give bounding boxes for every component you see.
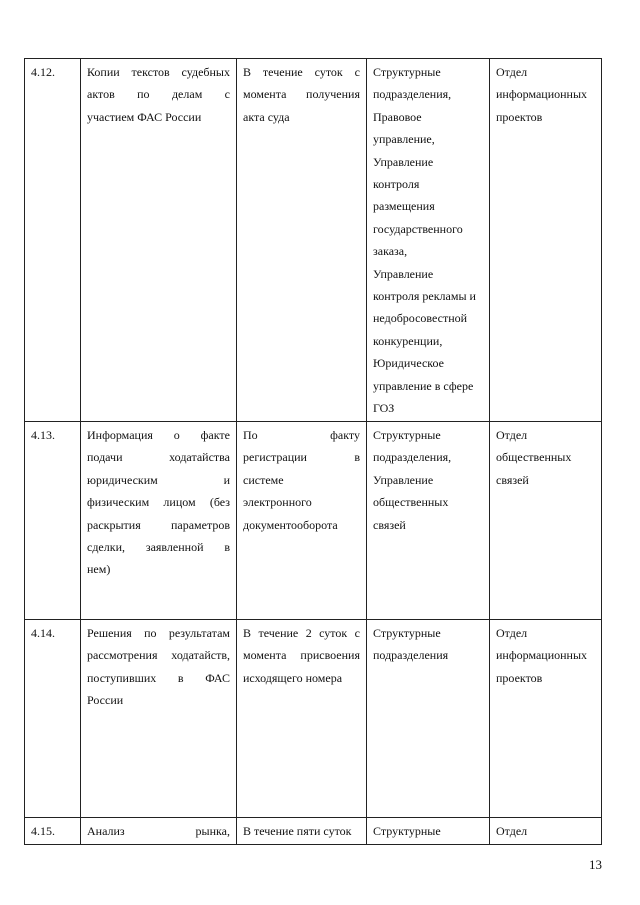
department-line: Отдел	[496, 824, 528, 838]
department-line: Отдел	[496, 65, 528, 79]
term-cell	[237, 620, 367, 818]
term-cell	[237, 818, 367, 845]
term-line: момента получения	[243, 87, 360, 102]
term-line: регистрации в	[243, 450, 360, 465]
responsible-line: размещения	[373, 199, 435, 214]
department-line: информационных	[496, 87, 588, 102]
department-cell	[490, 422, 602, 620]
responsible-line: связей	[373, 517, 406, 532]
responsible-line: управление в сфере	[373, 378, 474, 393]
term-line: В течение суток с	[243, 65, 360, 79]
row-number-cell	[25, 59, 81, 422]
responsible-cell	[367, 422, 490, 620]
term-cell	[237, 59, 367, 422]
table-row	[25, 818, 602, 845]
content-line: юридическим и	[87, 472, 230, 487]
responsible-line: Структурные	[373, 824, 441, 838]
responsible-line: Юридическое	[373, 356, 444, 371]
department-line: общественных	[496, 450, 572, 465]
responsible-cell	[367, 620, 490, 818]
responsible-cell	[367, 818, 490, 845]
content-line: раскрытия параметров	[87, 517, 230, 532]
term-cell	[237, 422, 367, 620]
responsible-line: Управление	[373, 266, 434, 281]
responsible-line: недобросовестной	[373, 311, 468, 326]
content-line: поступивших в ФАС	[87, 670, 230, 685]
responsible-line: подразделения,	[373, 450, 452, 465]
content-cell	[81, 620, 237, 818]
content-line: подачи ходатайства	[87, 450, 230, 465]
content-line: нем)	[87, 562, 111, 577]
content-line: актов по делам с	[87, 87, 230, 102]
term-line: акта суда	[243, 109, 290, 124]
term-line: В течение пяти суток	[243, 824, 352, 838]
content-line: физическим лицом (без	[87, 495, 230, 510]
responsible-line: заказа,	[373, 244, 408, 259]
table-row	[25, 422, 602, 620]
row-number-cell	[25, 422, 81, 620]
responsible-line: Структурные	[373, 626, 441, 640]
row-number: 4.13.	[31, 428, 55, 442]
term-line: момента присвоения	[243, 648, 360, 663]
responsible-line: Структурные	[373, 65, 441, 79]
department-line: проектов	[496, 109, 543, 124]
term-line: По факту	[243, 428, 360, 442]
term-line: документооборота	[243, 517, 338, 532]
term-line: В течение 2 суток с	[243, 626, 360, 640]
content-line: России	[87, 693, 124, 708]
content-line: рассмотрения ходатайств,	[87, 648, 230, 663]
responsible-line: подразделения	[373, 648, 449, 663]
content-cell	[81, 59, 237, 422]
term-line: системе	[243, 472, 284, 487]
table-row	[25, 620, 602, 818]
content-line: Информация о факте	[87, 428, 230, 442]
responsible-line: государственного	[373, 221, 463, 236]
responsible-cell	[367, 59, 490, 422]
responsible-line: конкуренции,	[373, 333, 443, 348]
department-line: Отдел	[496, 626, 528, 640]
department-line: информационных	[496, 648, 588, 663]
page-number: 13	[589, 857, 602, 872]
document-table	[24, 58, 602, 845]
department-line: связей	[496, 472, 529, 487]
department-line: проектов	[496, 670, 543, 685]
department-cell	[490, 59, 602, 422]
responsible-line: контроля рекламы и	[373, 289, 476, 304]
table-row	[25, 59, 602, 422]
term-line: исходящего номера	[243, 670, 343, 685]
responsible-line: общественных	[373, 495, 449, 510]
content-line: Копии текстов судебных	[87, 65, 230, 79]
content-cell	[81, 818, 237, 845]
responsible-line: Структурные	[373, 428, 441, 442]
row-number: 4.12.	[31, 65, 55, 79]
department-cell	[490, 818, 602, 845]
responsible-line: контроля	[373, 177, 420, 192]
row-number-cell	[25, 818, 81, 845]
row-number: 4.15.	[31, 824, 55, 838]
content-cell	[81, 422, 237, 620]
content-line: сделки, заявленной в	[87, 540, 230, 555]
content-line: участием ФАС России	[87, 109, 202, 124]
responsible-line: ГОЗ	[373, 401, 395, 416]
responsible-line: управление,	[373, 132, 435, 147]
responsible-line: Управление	[373, 472, 434, 487]
term-line: электронного	[243, 495, 312, 510]
content-line: Анализ рынка,	[87, 824, 230, 838]
responsible-line: подразделения,	[373, 87, 452, 102]
responsible-line: Управление	[373, 154, 434, 169]
content-line: Решения по результатам	[87, 626, 230, 640]
department-cell	[490, 620, 602, 818]
department-line: Отдел	[496, 428, 528, 442]
row-number-cell	[25, 620, 81, 818]
row-number: 4.14.	[31, 626, 55, 640]
responsible-line: Правовое	[373, 109, 422, 124]
